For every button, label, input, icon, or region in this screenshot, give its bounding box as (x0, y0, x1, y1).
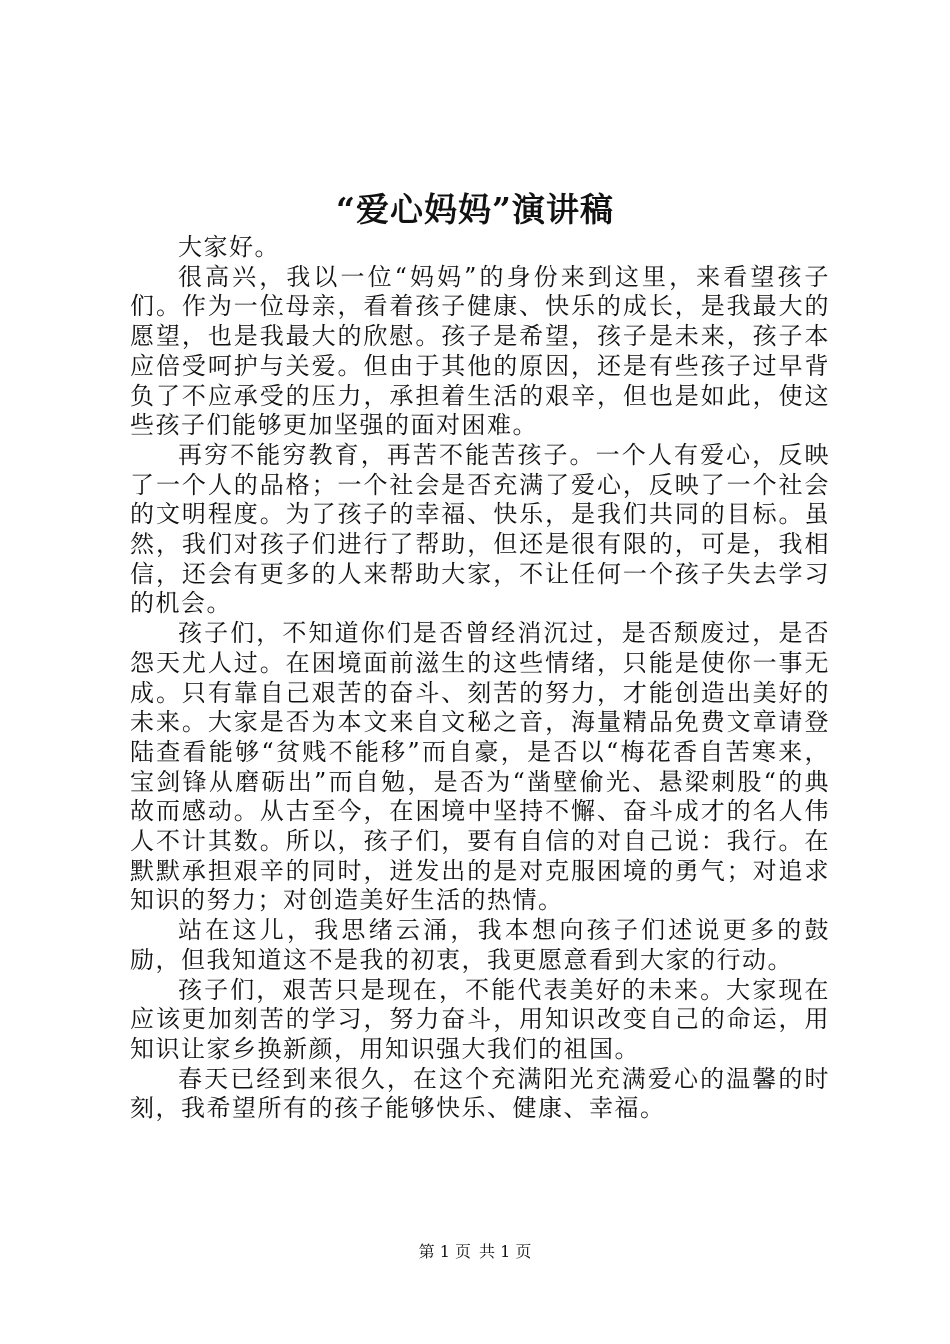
paragraph-study: 孩子们，艰苦只是现在，不能代表美好的未来。大家现在应该更加刻苦的学习，努力奋斗，用知识改变自己的命运，用知识让家乡换新颜，用知识强大我们的祖国。 (130, 975, 830, 1063)
page-total: 共 1 页 (479, 1242, 532, 1261)
paragraph-greeting: 大家好。 (178, 233, 280, 261)
paragraph-encouragement: 孩子们，不知道你们是否曾经消沉过，是否颓废过，是否怨天尤人过。在困境面前滋生的这些情绪，只能是使你一事无成。只有靠自己艰苦的奋斗、刻苦的努力，才能创造出美好的未来。大家是否为本文来自文秘之音，海量精品免费文章请登陆查看能够“贫贱不能移”而自豪，是否以“梅花香自苦寒来，宝剑锋从磨砺出”而自勉，是否为“凿壁偷光、悬梁刺股“的典故而感动。从古至今，在困境中坚持不懈、奋斗成才的名人伟人不计其数。所以，孩子们，要有自信的对自己说：我行。在默默承担艰辛的同时，迸发出的是对克服困境的勇气；对追求知识的努力；对创造美好生活的热情。 (130, 619, 830, 915)
document-title: “爱心妈妈”演讲稿 (336, 190, 614, 229)
paragraph-intro: 很高兴，我以一位“妈妈”的身份来到这里，来看望孩子们。作为一位母亲，看着孩子健康、快乐的成长，是我最大的愿望，也是我最大的欣慰。孩子是希望，孩子是未来，孩子本应倍受呵护与关爱。但由于其他的原因，还是有些孩子过早背负了不应承受的压力，承担着生活的艰辛，但也是如此，使这些孩子们能够更加坚强的面对困难。 (130, 262, 830, 440)
paragraph-education: 再穷不能穷教育，再苦不能苦孩子。一个人有爱心，反映了一个人的品格；一个社会是否充满了爱心，反映了一个社会的文明程度。为了孩子的幸福、快乐，是我们共同的目标。虽然，我们对孩子们进行了帮助，但还是很有限的，可是，我相信，还会有更多的人来帮助大家，不让任何一个孩子失去学习的机会。 (130, 440, 830, 618)
paragraph-action: 站在这儿，我思绪云涌，我本想向孩子们述说更多的鼓励，但我知道这不是我的初衷，我更愿意看到大家的行动。 (130, 916, 830, 974)
page-footer (0, 1240, 950, 1264)
page-number: 第 1 页 (418, 1242, 471, 1261)
document-body (130, 233, 830, 1124)
paragraph-closing: 春天已经到来很久，在这个充满阳光充满爱心的温馨的时刻，我希望所有的孩子能够快乐、健康、幸福。 (130, 1064, 830, 1123)
